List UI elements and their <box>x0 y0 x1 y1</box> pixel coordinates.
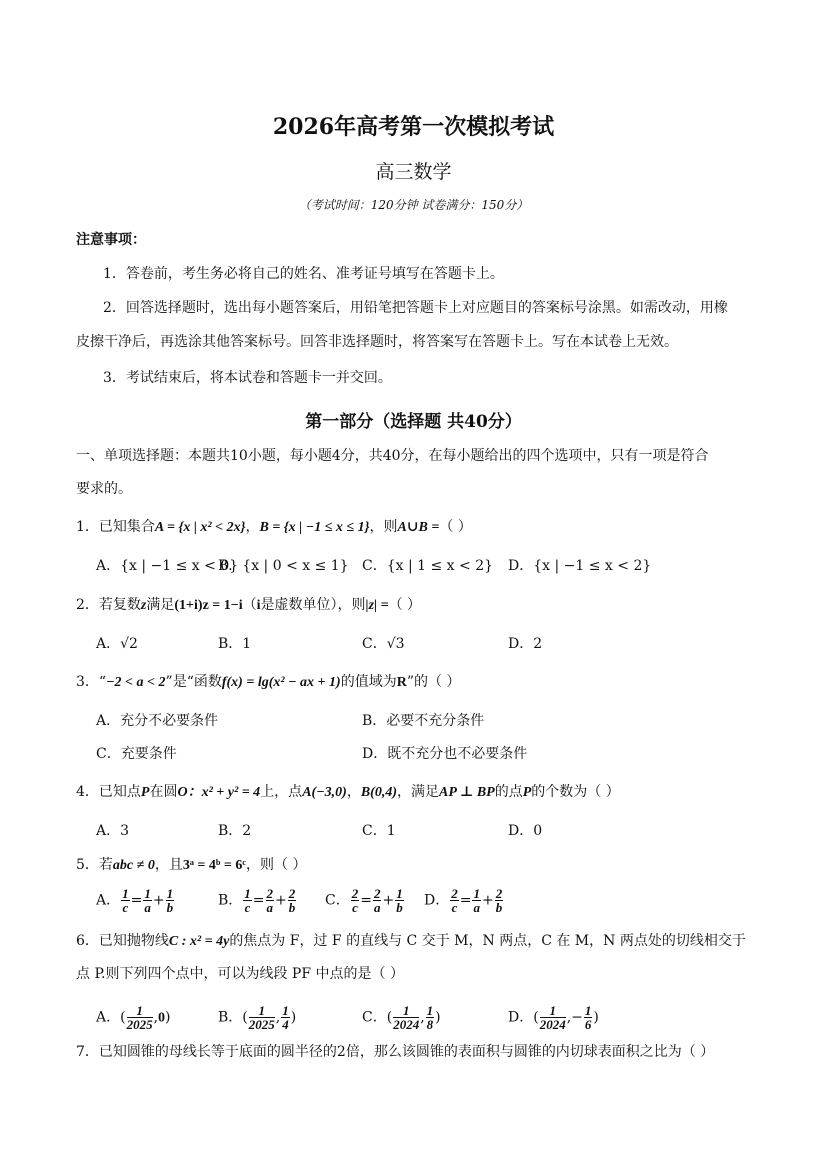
q2-prefix: 2．若复数 <box>76 597 141 613</box>
q4-perp: AP ⊥ BP <box>439 785 495 800</box>
q3-option-c: C．充要条件 <box>96 746 177 762</box>
question-4: 4．已知点P在圆O：x² + y² = 4上，点A(−3,0)，B(0,4)，满足AP ⊥ BP的点P的个数为（ ） <box>76 784 620 800</box>
q5-fraction-a: $\frac{1}{a}$ <box>144 886 151 915</box>
q2-option-a: A．√2 <box>96 636 138 652</box>
q6-x-fraction: $\frac{1}{2025}$ <box>126 1003 153 1032</box>
notice-item-2-cont: 皮擦干净后，再选涂其他答案标号。回答非选择题时，将答案写在答题卡上。写在本试卷上无效。 <box>76 334 678 350</box>
q4-option-c: C．1 <box>362 823 396 839</box>
q2-equation: (1+i)z = 1−i <box>174 598 243 613</box>
q3-mid2: 的值域为 <box>340 674 397 690</box>
q5-fraction-lhs: $\frac{2}{c}$ <box>351 886 359 915</box>
q5-fraction-lhs: $\frac{1}{c}$ <box>122 886 129 915</box>
q4-p: P <box>140 785 150 800</box>
q5-fraction-b: $\frac{1}{b}$ <box>396 886 403 915</box>
q6-option-b: B．( $\frac{1}{2025}$ , $\frac{1}{4}$ ) <box>218 1003 297 1032</box>
q5-condition: abc ≠ 0 <box>112 858 155 873</box>
q5-equation: 3ᵃ = 4ᵇ = 6ᶜ <box>182 858 247 873</box>
q5-fraction-lhs: $\frac{2}{c}$ <box>451 886 458 915</box>
q4-option-a: A．3 <box>96 823 130 839</box>
q5-fraction-lhs: $\frac{1}{c}$ <box>244 886 251 915</box>
question-5 <box>76 855 307 876</box>
question-2 <box>76 595 421 616</box>
q5-tail: ，则（ ） <box>246 857 307 873</box>
q2-option-d: D．2 <box>508 636 543 652</box>
q4-o: O <box>177 785 188 800</box>
q6-rest: 的焦点为 F，过 F 的直线与 C 交于 M，N 两点，C 在 M，N 两点处的切线相交于 <box>229 933 746 949</box>
q4-prefix: 4．已知点 <box>76 784 141 800</box>
q5-option-a: A． $\frac{1}{c}$ = $\frac{1}{a}$ + $\frac{1}{b}$ <box>96 886 174 915</box>
q3-condition: −2 < a < 2 <box>106 675 166 690</box>
q3-option-b: B．必要不充分条件 <box>362 713 485 729</box>
exam-time-info: （考试时间：120分钟 试卷满分：150分） <box>298 198 529 212</box>
q3-mid1: ”是“函数 <box>165 674 222 690</box>
q5-option-b: B． $\frac{1}{c}$ = $\frac{2}{a}$ + $\frac{2}{b}$ <box>218 886 296 915</box>
q6-option-d: D．( $\frac{1}{2024}$ ,− $\frac{1}{6}$ ) <box>508 1003 599 1032</box>
q5-fraction-a: $\frac{2}{a}$ <box>266 886 274 915</box>
q1-prefix: 1．已知集合 <box>76 519 155 535</box>
q3-function: f(x) = lg(x² − ax + 1) <box>221 675 341 690</box>
section-intro-cont: 要求的。 <box>76 481 132 497</box>
q2-abs: |z| = <box>365 598 389 613</box>
q5-prefix: 5．若 <box>76 857 113 873</box>
q3-option-a: A．充分不必要条件 <box>96 713 219 729</box>
q4-mid3: ，满足 <box>397 784 440 800</box>
q3-option-d: D．既不充分也不必要条件 <box>362 746 528 762</box>
q2-mid1: 满足 <box>146 597 175 613</box>
q1-set-b: B = {x | −1 ≤ x ≤ 1} <box>259 520 370 535</box>
question-6 <box>76 931 746 952</box>
q1-option-a: A．{x | −1 ≤ x < 0} <box>96 558 239 574</box>
q1-set-a: A = {x | x² < 2x} <box>154 520 246 535</box>
q4-mid4: 的点 <box>494 784 523 800</box>
q2-option-b: B．1 <box>218 636 252 652</box>
q5-fraction-b: $\frac{2}{b}$ <box>495 886 503 915</box>
q6-option-a: A．( $\frac{1}{2025}$ ,0) <box>96 1003 171 1032</box>
q5-fraction-b: $\frac{1}{b}$ <box>166 886 174 915</box>
q6-x-fraction: $\frac{1}{2024}$ <box>539 1003 566 1032</box>
q1-paren: （ ） <box>439 519 472 535</box>
section-intro: 一、单项选择题：本题共10小题，每小题4分，共40分，在每小题给出的四个选项中，只有一项是符合 <box>76 448 709 464</box>
q4-circle: ：x² + y² = 4 <box>187 785 261 800</box>
q5-option-d: D． $\frac{2}{c}$ = $\frac{1}{a}$ + $\frac{2}{b}$ <box>424 886 503 915</box>
q4-p2: P <box>522 785 532 800</box>
q3-prefix: 3．“ <box>76 674 107 690</box>
question-3 <box>76 672 460 693</box>
q2-option-c: C．√3 <box>362 636 405 652</box>
exam-title: 2026年高考第一次模拟考试 <box>272 114 555 140</box>
q2-mid3: 是虚数单位），则 <box>260 597 366 613</box>
q3-tail: ”的（ ） <box>406 674 461 690</box>
section-title: 第一部分（选择题 共40分） <box>305 412 522 432</box>
exam-subject: 高三数学 <box>375 161 452 183</box>
q4-tail: 的个数为（ ） <box>531 784 620 800</box>
q4-option-d: D．0 <box>508 823 543 839</box>
q4-mid2: 上，点 <box>260 784 303 800</box>
question-1 <box>76 517 472 538</box>
q1-union: A∪B = <box>397 520 440 535</box>
q5-option-c: C． $\frac{2}{c}$ = $\frac{2}{a}$ + $\frac{1}{b}$ <box>325 886 403 915</box>
q2-z: z <box>140 598 147 613</box>
q6-curve: C : x² = 4y <box>168 934 230 949</box>
q6-y-fraction: $\frac{1}{6}$ <box>584 1003 592 1032</box>
q5-mid: ，且 <box>154 857 183 873</box>
notice-item-2: 2．回答选择题时，选出每小题答案后，用铅笔把答题卡上对应题目的答案标号涂黑。如需改动，用橡 <box>103 300 728 316</box>
q6-prefix: 6．已知抛物线 <box>76 933 169 949</box>
q6-y-fraction: $\frac{1}{8}$ <box>426 1003 434 1032</box>
q3-r: R <box>396 675 407 690</box>
q6-y-fraction: $\frac{1}{4}$ <box>282 1003 289 1032</box>
notice-heading: 注意事项： <box>76 232 146 248</box>
q2-mid2: （ <box>242 597 257 613</box>
q5-fraction-b: $\frac{2}{b}$ <box>288 886 296 915</box>
q1-option-d: D．{x | −1 ≤ x < 2} <box>508 558 652 574</box>
q5-fraction-a: $\frac{1}{a}$ <box>473 886 480 915</box>
question-7: 7．已知圆锥的母线长等于底面的圆半径的2倍，那么该圆锥的表面积与圆锥的内切球表面积之比为（ ） <box>76 1044 715 1060</box>
q1-option-c: C．{x | 1 ≤ x < 2} <box>362 558 494 574</box>
q5-fraction-a: $\frac{2}{a}$ <box>373 886 381 915</box>
q4-mid1: 在圆 <box>149 784 178 800</box>
q4-point-a: A(−3,0) <box>302 785 347 800</box>
notice-item-1: 1．答卷前，考生务必将自己的姓名、准考证号填写在答题卡上。 <box>103 266 504 282</box>
q4-option-b: B．2 <box>218 823 252 839</box>
q1-sep: ， <box>245 519 260 535</box>
q1-option-b: B．{x | 0 < x ≤ 1} <box>218 558 349 574</box>
q6-option-c: C．( $\frac{1}{2024}$ , $\frac{1}{8}$ ) <box>362 1003 441 1032</box>
q6-x-fraction: $\frac{1}{2025}$ <box>248 1003 275 1032</box>
q2-paren: （ ） <box>388 597 422 613</box>
q6-x-fraction: $\frac{1}{2024}$ <box>393 1003 420 1032</box>
q1-tail: ，则 <box>369 519 398 535</box>
q2-i: i <box>256 598 261 613</box>
notice-item-3: 3．考试结束后，将本试卷和答题卡一并交回。 <box>103 370 392 386</box>
question-6-cont: 点 P.则下列四个点中，可以为线段 PF 中点的是（ ） <box>76 966 404 982</box>
q4-point-b: B(0,4) <box>360 785 398 800</box>
